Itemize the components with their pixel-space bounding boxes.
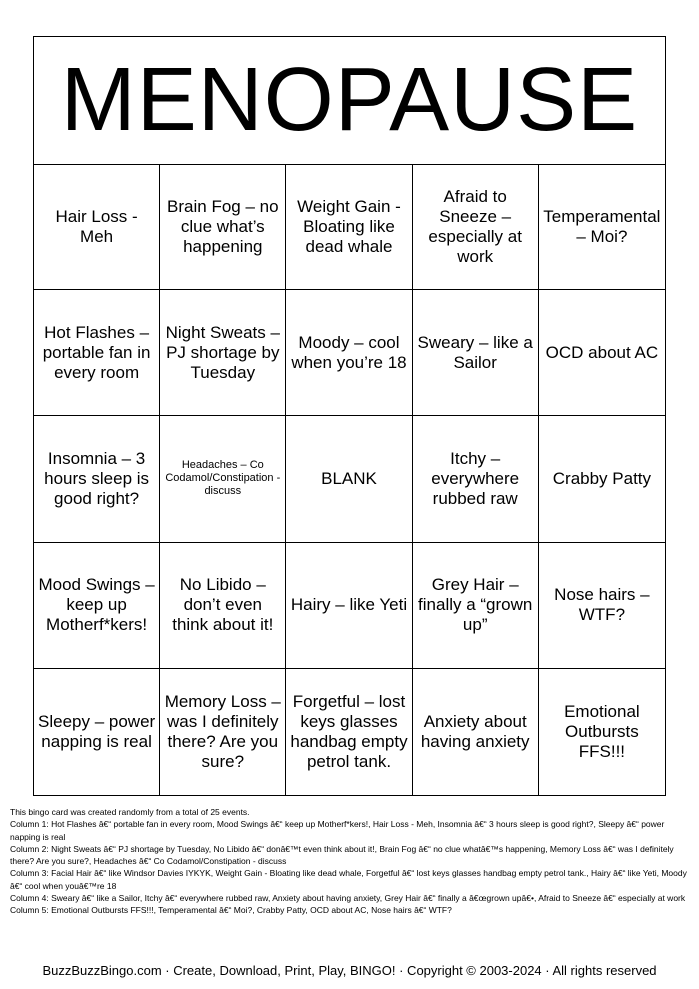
bingo-cell-r2c2: Night Sweats – PJ shortage by Tuesday <box>160 290 286 416</box>
footer-copyright: BuzzBuzzBingo.com · Create, Download, Print, Play, BINGO! · Copyright © 2003-2024 · All rights reserved <box>42 963 657 978</box>
bingo-cell-r5c3: Forgetful – lost keys glasses handbag empty petrol tank. <box>286 669 412 795</box>
bingo-cell-r3c2: Headaches – Co Codamol/Constipation - discuss <box>160 416 286 542</box>
notes-column-5: Column 5: Emotional Outbursts FFS!!!, Temperamental â€“ Moi?, Crabby Patty, OCD about AC, Nose hairs â€“ WTF? <box>10 905 452 916</box>
bingo-cell-r1c5: Temperamental – Moi? <box>539 164 665 290</box>
bingo-cell-r3c1: Insomnia – 3 hours sleep is good right? <box>34 416 160 542</box>
bingo-cell-r5c4: Anxiety about having anxiety <box>413 669 539 795</box>
notes-column-2: Column 2: Night Sweats â€“ PJ shortage by Tuesday, No Libido â€“ donâ€™t even think about it!, Brain Fog â€“ no clue whatâ€™s happening, Memory Loss â€“ was I definitely there? Are you sure?, Headaches â€“ Co Codamol/Constipation - discuss <box>10 843 674 867</box>
notes-column-4: Column 4: Sweary â€“ like a Sailor, Itchy â€“ everywhere rubbed raw, Anxiety about having anxiety, Grey Hair â€“ finally a â€œgrown upâ€•, Afraid to Sneeze â€“ especially at work <box>10 893 686 904</box>
bingo-cell-r5c1: Sleepy – power napping is real <box>34 669 160 795</box>
bingo-cell-r4c5: Nose hairs – WTF? <box>539 543 665 669</box>
bingo-cell-r2c3: Moody – cool when you’re 18 <box>286 290 412 416</box>
bingo-cell-r1c2: Brain Fog – no clue what’s happening <box>160 164 286 290</box>
bingo-cell-r3c5: Crabby Patty <box>539 416 665 542</box>
card-title: MENOPAUSE <box>34 37 665 165</box>
bingo-cell-r5c2: Memory Loss – was I definitely there? Are you sure? <box>160 669 286 795</box>
bingo-cell-r1c3: Weight Gain - Bloating like dead whale <box>286 164 412 290</box>
card-notes <box>10 806 692 917</box>
bingo-cell-free: BLANK <box>286 416 412 542</box>
bingo-cell-r5c5: Emotional Outbursts FFS!!! <box>564 701 640 761</box>
bingo-cell-r1c1: Hair Loss - Meh <box>34 164 160 290</box>
bingo-cell-r4c3: Hairy – like Yeti <box>286 543 412 669</box>
bingo-cell-r2c5: OCD about AC <box>539 290 665 416</box>
bingo-card <box>33 36 666 796</box>
bingo-grid <box>34 164 665 795</box>
bingo-cell-r4c1: Mood Swings – keep up Motherf*kers! <box>34 543 160 669</box>
notes-column-1: Column 1: Hot Flashes â€“ portable fan in every room, Mood Swings â€“ keep up Motherf*kers!, Hair Loss - Meh, Insomnia â€“ 3 hours sleep is good right?, Sleepy â€“ power napping is real <box>10 819 665 842</box>
bingo-cell-r4c2: No Libido – don’t even think about it! <box>160 543 286 669</box>
bingo-cell-r1c4: Afraid to Sneeze – especially at work <box>413 164 539 290</box>
bingo-cell-r4c4: Grey Hair – finally a “grown up” <box>413 543 539 669</box>
notes-intro: This bingo card was created randomly from a total of 25 events. <box>10 807 250 817</box>
bingo-cell-r2c4: Sweary – like a Sailor <box>413 290 539 416</box>
bingo-cell-r2c1: Hot Flashes – portable fan in every room <box>34 290 160 416</box>
bingo-cell-r3c4: Itchy – everywhere rubbed raw <box>413 416 539 542</box>
notes-column-3: Column 3: Facial Hair â€“ like Windsor Davies IYKYK, Weight Gain - Bloating like dead whale, Forgetful â€“ lost keys glasses handbag empty petrol tank., Hairy â€“ like Yeti, Moody â€“ cool when youâ€™re 18 <box>10 868 687 891</box>
